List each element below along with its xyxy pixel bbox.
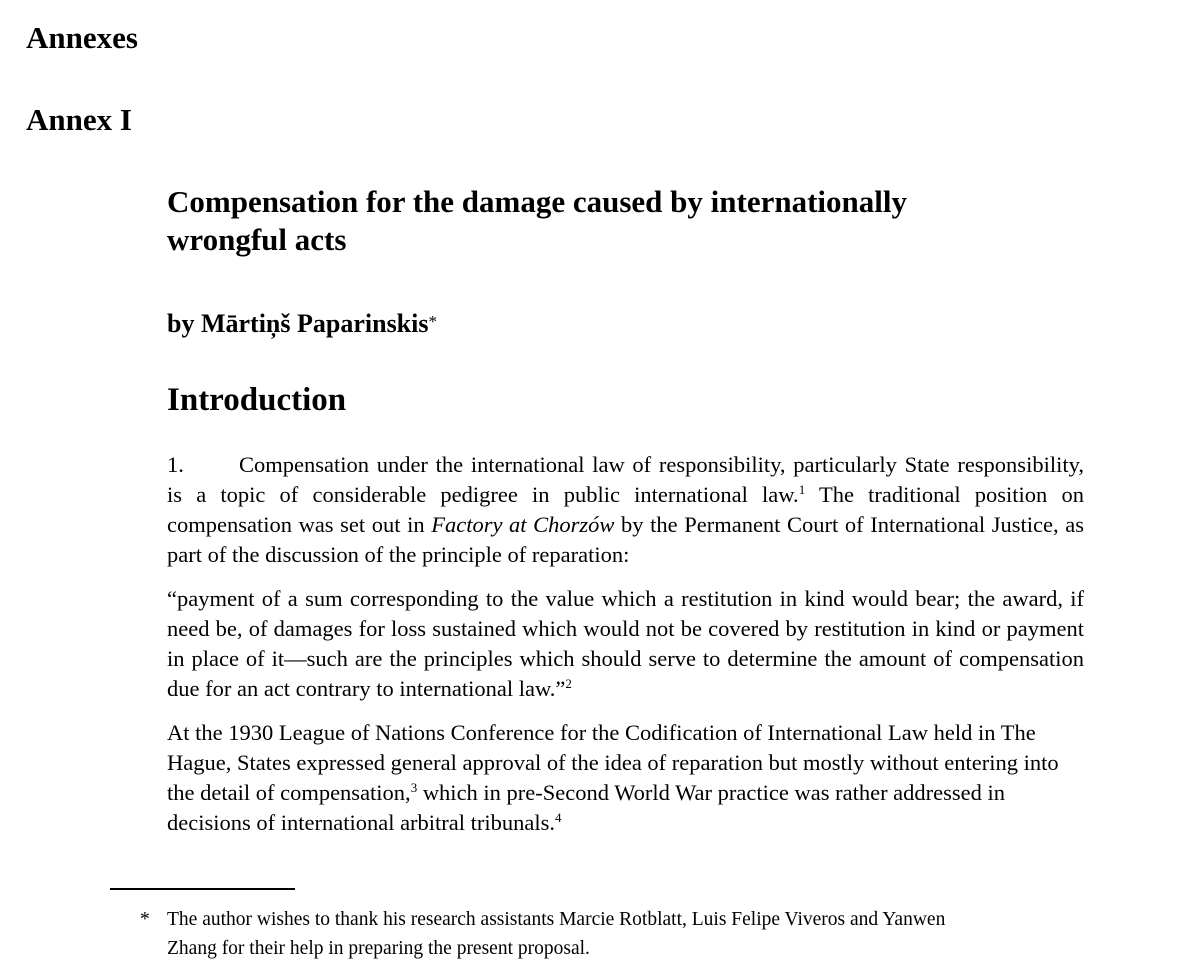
footnote-ref-4: 4 [555, 810, 562, 825]
author-byline [167, 305, 437, 341]
author-name: by Mārtiņš Paparinskis [167, 309, 429, 338]
paragraph-3-text-a: At the 1930 League of Nations Conference for the Codification of International Law held in The Hague, States expressed general approval of the idea of reparation but mostly without entering into the detail of compensation, [167, 720, 1059, 805]
paragraph-3-text-b: which in pre-Second World War practice was rather addressed in decisions of international arbitral tribunals. [167, 780, 1006, 835]
footnote-line-1: The author wishes to thank his research assistants Marcie Rotblatt, Luis Felipe Viveros and Yanwen [167, 909, 946, 930]
footnote-ref-1: 1 [798, 482, 806, 497]
footnote-ref-2: 2 [565, 676, 572, 691]
footnote-star [140, 905, 1100, 963]
section-heading-introduction: Introduction [167, 382, 347, 418]
footnote-ref-3: 3 [410, 780, 418, 795]
block-quote [167, 584, 1084, 704]
paragraph-1-text-b: The traditional position on compensation was set out in [167, 482, 1084, 537]
quote-text: “payment of a sum corresponding to the value which a restitution in kind would bear; the award, if need be, of damages for loss sustained which would not be covered by restitution in kind or payment in place of it—such are the principles which should serve to determine the amount of compensation due for an act contrary to international law.” [167, 586, 1084, 701]
title-line-2: wrongful acts [167, 222, 347, 257]
footnote-mark: * [140, 909, 150, 930]
paragraph-1-text-a: Compensation under the international law of responsibility, particularly State responsibility, is a topic of considerable pedigree in public international law. [167, 452, 1084, 507]
heading-annexes: Annexes [26, 20, 138, 55]
heading-annex-i: Annex I [26, 102, 132, 137]
paragraph-1-text-c: by the Permanent Court of International Justice, as part of the discussion of the principle of reparation: [167, 512, 1084, 567]
case-name-italic: Factory at Chorzów [431, 512, 615, 537]
footnote-separator [110, 888, 295, 890]
document-title [167, 183, 1067, 259]
footnote-line-2: Zhang for their help in preparing the present proposal. [167, 938, 590, 959]
paragraph-number: 1. [167, 452, 184, 477]
paragraph-3 [167, 718, 1084, 838]
paragraph-1 [167, 450, 1084, 570]
author-footnote-mark: * [428, 312, 437, 331]
title-line-1: Compensation for the damage caused by internationally [167, 184, 908, 219]
